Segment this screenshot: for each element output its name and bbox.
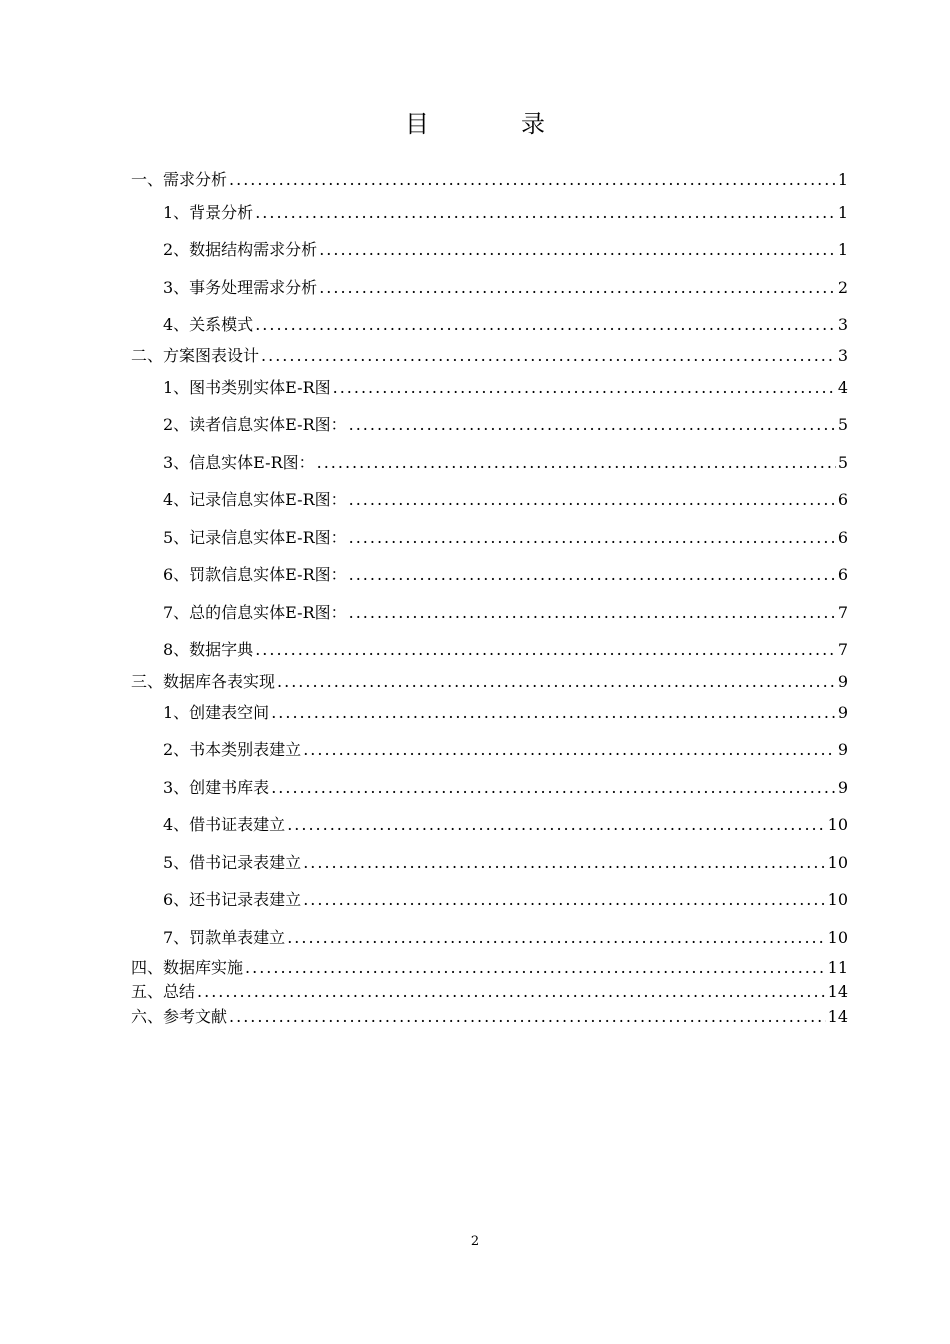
toc-entry-page: 9 [837,778,848,797]
toc-entry[interactable] [163,202,848,224]
toc-leader-dots [245,957,826,979]
toc-entry[interactable] [163,239,848,261]
toc-entry-label: 3、信息实体E-R图： [163,453,315,472]
toc-leader-dots [287,814,825,836]
toc-entry[interactable] [131,671,848,693]
toc-leader-dots [349,564,836,586]
toc-entry[interactable] [163,852,848,874]
toc-leader-dots [349,602,836,624]
toc-entry-label: 四、数据库实施 [131,958,244,977]
toc-entry[interactable] [131,1006,848,1028]
toc-entry-page: 10 [827,928,848,947]
toc-entry-label: 4、借书证表建立 [163,815,286,834]
toc-entry[interactable] [163,564,848,586]
toc-entry-label: 6、还书记录表建立 [163,890,302,909]
toc-entry-label: 4、记录信息实体E-R图： [163,490,347,509]
toc-leader-dots [197,981,826,1003]
toc-entry[interactable] [163,739,848,761]
toc-entry-page: 9 [837,672,848,691]
toc-entry-label: 2、书本类别表建立 [163,740,302,759]
toc-leader-dots [255,202,836,224]
toc-leader-dots [349,489,836,511]
toc-leader-dots [229,169,836,191]
toc-leader-dots [271,777,836,799]
toc-entry[interactable] [163,489,848,511]
toc-leader-dots [287,927,825,949]
toc-entry[interactable] [163,602,848,624]
toc-leader-dots [271,702,836,724]
toc-entry-label: 五、总结 [131,982,196,1001]
toc-entry-page: 6 [837,490,848,509]
toc-entry-page: 3 [837,315,848,334]
toc-entry[interactable] [131,345,848,367]
toc-leader-dots [303,852,825,874]
toc-entry-page: 3 [837,346,848,365]
toc-entry-page: 14 [827,1007,848,1026]
toc-leader-dots [255,314,836,336]
page-title: 目 录 [405,110,579,138]
toc-entry[interactable] [163,927,848,949]
toc-leader-dots [349,414,836,436]
toc-entry-label: 7、总的信息实体E-R图： [163,603,347,622]
toc-entry[interactable] [163,814,848,836]
toc-entry-page: 2 [837,278,848,297]
toc-entry-label: 4、关系模式 [163,315,254,334]
toc-leader-dots [303,739,836,761]
toc-entry[interactable] [163,414,848,436]
toc-entry-page: 1 [837,170,848,189]
toc-leader-dots [333,377,836,399]
toc-leader-dots [229,1006,826,1028]
toc-entry-page: 7 [837,603,848,622]
toc-leader-dots [277,671,836,693]
toc-entry-page: 6 [837,565,848,584]
toc-leader-dots [261,345,836,367]
toc-entry-label: 一、需求分析 [131,170,228,189]
toc-entry-page: 10 [827,853,848,872]
toc-entry-label: 1、图书类别实体E-R图 [163,378,331,397]
toc-entry-page: 10 [827,890,848,909]
toc-entry-page: 5 [837,453,848,472]
toc-entry[interactable] [163,889,848,911]
toc-entry-label: 2、读者信息实体E-R图： [163,415,347,434]
toc-entry[interactable] [131,169,848,191]
toc-entry-page: 5 [837,415,848,434]
toc-entry[interactable] [131,981,848,1003]
toc-entry-label: 5、借书记录表建立 [163,853,302,872]
toc-entry-page: 14 [827,982,848,1001]
toc-leader-dots [349,527,836,549]
toc-entry-label: 六、参考文献 [131,1007,228,1026]
toc-entry[interactable] [163,314,848,336]
toc-entry-page: 11 [827,958,848,977]
toc-entry-label: 三、数据库各表实现 [131,672,276,691]
toc-entry[interactable] [163,639,848,661]
toc-entry-label: 二、方案图表设计 [131,346,260,365]
toc-leader-dots [319,277,836,299]
toc-entry-label: 5、记录信息实体E-R图： [163,528,347,547]
toc-entry-page: 9 [837,703,848,722]
toc-entry-label: 8、数据字典 [163,640,254,659]
toc-entry-page: 9 [837,740,848,759]
footer-page-number: 2 [470,1234,480,1249]
toc-entry-label: 7、罚款单表建立 [163,928,286,947]
toc-entry[interactable] [163,702,848,724]
toc-entry-label: 1、创建表空间 [163,703,270,722]
toc-leader-dots [317,452,836,474]
toc-entry-label: 2、数据结构需求分析 [163,240,318,259]
toc-entry-page: 10 [827,815,848,834]
toc-leader-dots [319,239,836,261]
toc-entry-page: 7 [837,640,848,659]
toc-entry[interactable] [163,777,848,799]
toc-leader-dots [255,639,836,661]
toc-entry-label: 1、背景分析 [163,203,254,222]
toc-entry[interactable] [163,377,848,399]
toc-entry-label: 3、创建书库表 [163,778,270,797]
toc-entry[interactable] [163,452,848,474]
toc-entry-page: 6 [837,528,848,547]
toc-entry[interactable] [163,527,848,549]
toc-entry[interactable] [163,277,848,299]
toc-entry-page: 1 [837,240,848,259]
toc-entry-page: 1 [837,203,848,222]
toc-entry-label: 6、罚款信息实体E-R图： [163,565,347,584]
toc-entry[interactable] [131,957,848,979]
toc-entry-label: 3、事务处理需求分析 [163,278,318,297]
toc-entry-page: 4 [837,378,848,397]
toc-leader-dots [303,889,825,911]
